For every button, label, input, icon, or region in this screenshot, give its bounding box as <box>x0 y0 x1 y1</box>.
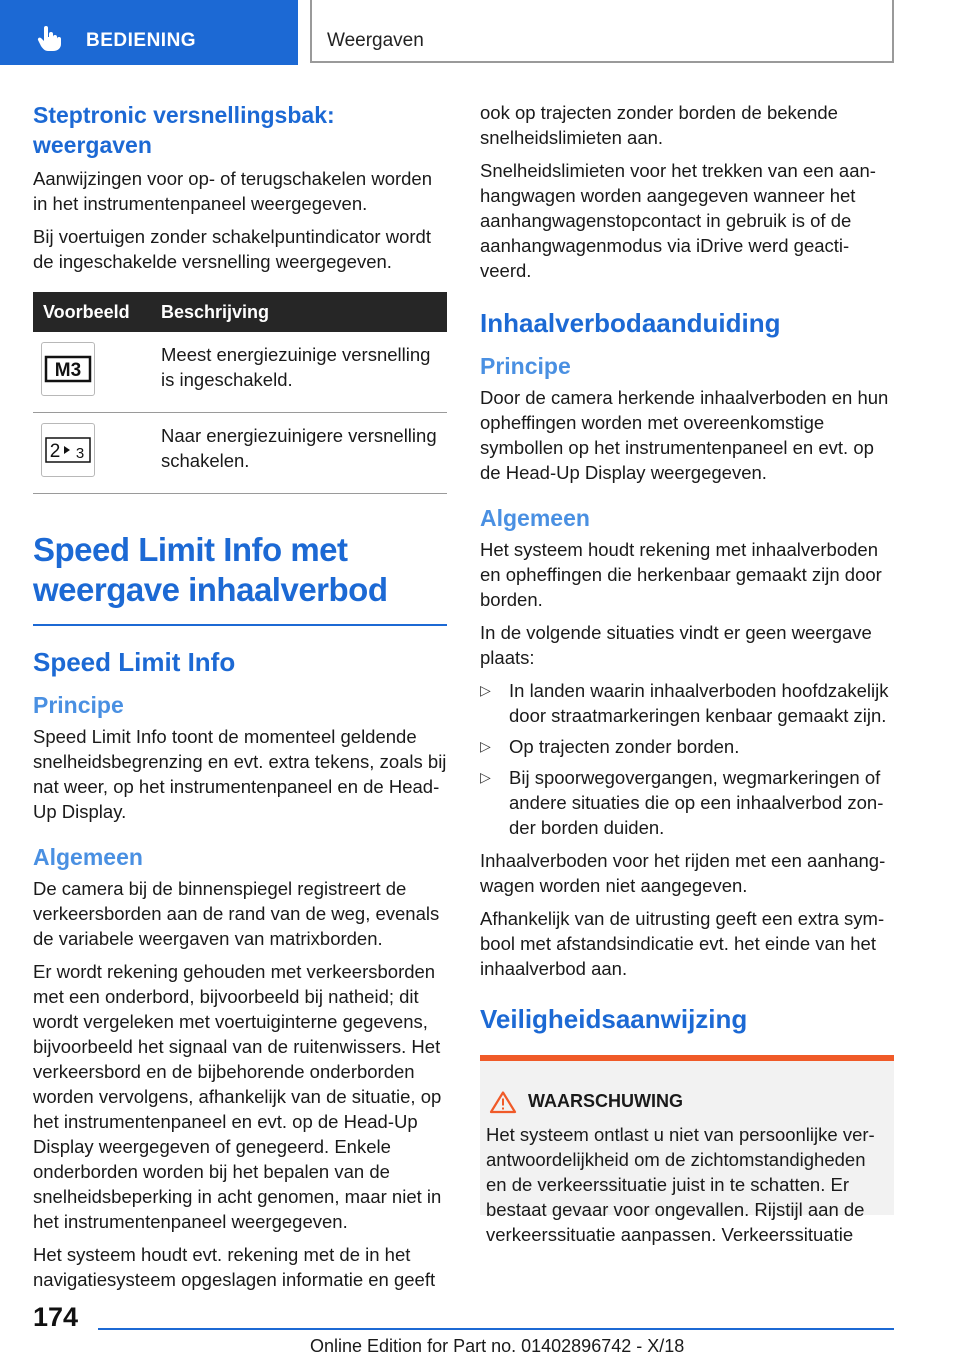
section-tab <box>0 0 298 65</box>
shift-to-gear: 3 <box>75 445 85 462</box>
veiligheid-heading: Veiligheidsaanwijzing <box>480 1004 748 1034</box>
shift-from-gear: 2 <box>49 441 61 462</box>
algemeen-paragraph-2: Er wordt rekening gehouden met verkeersborden met een onderbord, bijvoorbeeld bij natheid; dit wordt vergeleken met voertuiginterne gegevens, bijvoorbeeld het signaal van de ruitenwissers. Het verkeersbord en de bijbehorende onderborden worden vervolgens, afhankelijk van de situatie, op het instrumentenpaneel en evt. op de Head-Up Display weergegeven of genegeerd. Enkele onderborden worden bij het bepalen van de snelheidsbeperking in acht genomen, maar niet in het instrumentenpaneel weergegeven. <box>33 961 442 1232</box>
warning-title: WAARSCHUWING <box>528 1091 683 1111</box>
principe-paragraph: Door de camera herkende inhaalverboden en hun opheffingen worden met overeenkomstige symbollen op het instrumentenpaneel en evt. op de Head-Up Display weergegeven. <box>480 387 889 483</box>
table-row <box>33 332 447 413</box>
gear-m3-icon <box>41 342 95 396</box>
algemeen-paragraph-1: De camera bij de binnenspiegel registreert de verkeersborden aan de rand van de weg, evenals de variabele weergaven van matrixborden. <box>33 878 440 949</box>
continued-paragraph-2: Snelheidslimieten voor het trekken van een aanhangwagen worden aangegeven wanneer het aanhangwagenstopcontact in gebruik is of de aanhangwagenmodus via iDrive werd geactiveerd. <box>480 160 876 281</box>
principe-heading: Principe <box>480 353 571 379</box>
breadcrumb-label: Weergaven <box>327 30 424 51</box>
triangle-bullet-icon: ▷ <box>480 738 491 754</box>
steptronic-paragraph-1: Aanwijzingen voor op- of terugschakelen worden in het instrumentenpaneel weergegeven. <box>33 168 433 214</box>
algemeen-heading: Algemeen <box>480 505 590 531</box>
situation-list <box>480 678 894 840</box>
triangle-bullet-icon: ▷ <box>480 682 491 698</box>
section-tab-label: BEDIENING <box>86 30 197 51</box>
breadcrumb <box>310 0 894 63</box>
warning-box <box>480 1055 894 1245</box>
footer-divider <box>98 1328 894 1330</box>
heading-divider <box>33 624 447 626</box>
page-number: 174 <box>33 1302 79 1332</box>
shift-2-to-3-icon <box>41 423 95 477</box>
hand-pointer-icon <box>38 26 62 57</box>
warning-text: Het systeem ontlast u niet van persoonlijke verantwoordelijkheid om de zichtomstandigheden en de verkeerssituatie juist in te schatten. Er bestaat gevaar voor ongevallen. Rijstijl aan de verkeerssituatie aanpassen. Verkeerssituatie <box>486 1124 875 1245</box>
right-column <box>480 100 894 1245</box>
warning-triangle-icon <box>490 1091 516 1113</box>
table-cell-description: Naar energiezuinigere versnelling schakelen. <box>159 413 447 494</box>
principe-heading: Principe <box>33 692 124 718</box>
edition-label: Online Edition for Part no. 01402896742 - X/18 <box>310 1336 685 1356</box>
steptronic-heading: Steptronic versnellingsbak: weergaven <box>33 102 335 158</box>
continued-paragraph-1: ook op trajecten zonder borden de bekende snelheidslimieten aan. <box>480 102 838 148</box>
table-row <box>33 413 447 494</box>
algemeen-paragraph-3: Het systeem houdt evt. rekening met de in het navigatiesysteem opgeslagen informatie en geeft <box>33 1244 436 1290</box>
main-heading: Speed Limit Info met weergave inhaalverbod <box>33 531 388 608</box>
algemeen-heading: Algemeen <box>33 844 143 870</box>
algemeen-paragraph-3: Inhaalverboden voor het rijden met een aanhangwagen worden niet aangegeven. <box>480 850 886 896</box>
list-item: ▷ Bij spoorwegovergangen, wegmarkeringen of andere situaties die op een inhaalverbod zonder borden duiden. <box>480 767 884 838</box>
steptronic-paragraph-2: Bij voertuigen zonder schakelpuntindicator wordt de ingeschakelde versnelling weergegeven. <box>33 226 431 272</box>
gear-display-table <box>33 292 447 494</box>
table-header-example: Voorbeeld <box>33 292 159 332</box>
gear-m3-icon-text: M3 <box>54 360 82 381</box>
list-item: ▷ In landen waarin inhaalverboden hoofdzakelijk door straatmarkeringen kenbaar gemaakt zijn. <box>480 680 889 726</box>
table-header-description: Beschrijving <box>159 292 447 332</box>
algemeen-paragraph-1: Het systeem houdt rekening met inhaalverboden en opheffingen die herkenbaar gemaakt zijn door borden. <box>480 539 882 610</box>
left-column <box>33 100 447 1300</box>
triangle-bullet-icon: ▷ <box>480 769 491 785</box>
list-item: ▷ Op trajecten zonder borden. <box>480 736 740 757</box>
algemeen-paragraph-4: Afhankelijk van de uitrusting geeft een extra symbool met afstandsindicatie evt. het einde van het inhaalverbod aan. <box>480 908 885 979</box>
inhaal-heading: Inhaalverbodaanduiding <box>480 308 781 338</box>
sli-heading: Speed Limit Info <box>33 647 236 677</box>
table-cell-description: Meest energiezuinige versnelling is ingeschakeld. <box>159 332 447 413</box>
algemeen-paragraph-2: In de volgende situaties vindt er geen weergave plaats: <box>480 622 872 668</box>
principe-paragraph: Speed Limit Info toont de momenteel geldende snelheidsbegrenzing en evt. extra tekens, zoals bij nat weer, op het instrumentenpaneel en de Head-Up Display. <box>33 726 447 822</box>
